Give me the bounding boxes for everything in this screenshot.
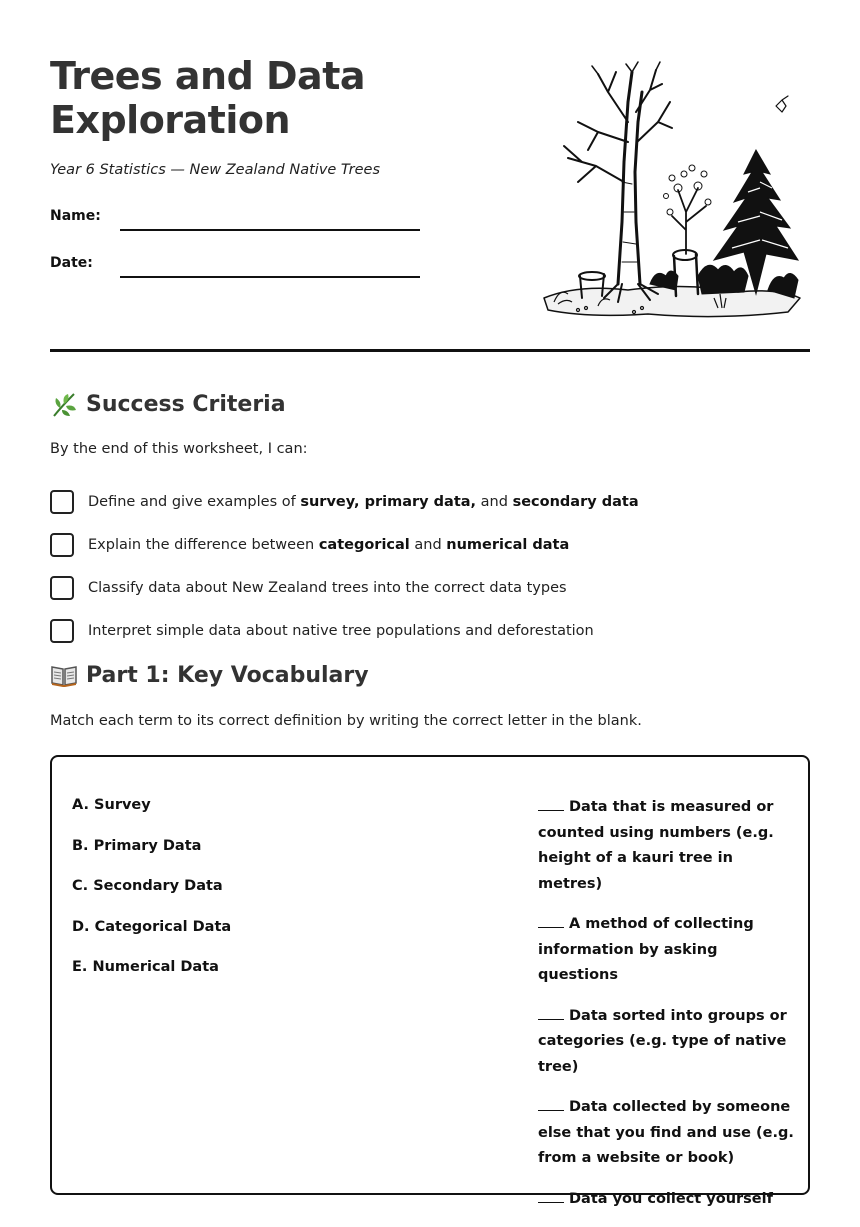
open-book-icon — [50, 661, 78, 689]
herb-icon — [50, 390, 78, 418]
term-item: B. Primary Data — [72, 837, 202, 854]
term-item: D. Categorical Data — [72, 918, 232, 935]
header-divider — [50, 349, 810, 352]
definition-item: Data sorted into groups or categories (e.g. type of native tree) — [538, 1007, 787, 1075]
success-criteria-intro: By the end of this worksheet, I can: — [50, 441, 308, 457]
definition-item: Data you collect yourself — [538, 1187, 796, 1213]
criterion-text: Explain the difference between categorical and numerical data — [88, 536, 570, 553]
trees-landscape-illustration — [538, 62, 810, 324]
criterion-text: Classify data about New Zealand trees into the correct data types — [88, 579, 567, 596]
terms-column — [72, 797, 231, 1000]
success-criteria-heading — [50, 390, 286, 418]
part1-instruction: Match each term to its correct definition by writing the correct letter in the blank. — [50, 713, 642, 729]
name-label: Name: — [50, 208, 101, 224]
success-criteria-title: Success Criteria — [86, 391, 286, 417]
definition-item: Data collected by someone else that you find and use (e.g. from a website or book) — [538, 1099, 794, 1166]
answer-blank[interactable] — [538, 1097, 564, 1111]
criterion-checkbox[interactable] — [50, 533, 74, 557]
definition-item: Data that is measured or counted using numbers (e.g. height of a kauri tree in metres) — [538, 799, 774, 892]
answer-blank[interactable] — [538, 1189, 564, 1203]
page-title — [50, 54, 490, 142]
criterion-checkbox[interactable] — [50, 490, 74, 514]
answer-blank[interactable] — [538, 797, 564, 811]
criterion-item — [50, 566, 810, 609]
term-item: C. Secondary Data — [72, 878, 223, 894]
criterion-item — [50, 480, 810, 523]
term-item: A. Survey — [72, 797, 151, 813]
criterion-item — [50, 609, 810, 652]
term-item: E. Numerical Data — [72, 959, 219, 975]
criterion-text: Define and give examples of survey, primary data, and secondary data — [88, 493, 639, 510]
definition-item: A method of collecting information by asking questions — [538, 916, 754, 983]
criterion-text: Interpret simple data about native tree populations and deforestation — [88, 622, 594, 639]
answer-blank[interactable] — [538, 1006, 564, 1020]
date-label: Date: — [50, 255, 93, 271]
part1-title: Part 1: Key Vocabulary — [86, 662, 369, 688]
vocabulary-matching-box — [50, 755, 810, 1207]
date-field[interactable] — [120, 276, 420, 278]
criterion-checkbox[interactable] — [50, 619, 74, 643]
title-line-2: Exploration — [50, 98, 291, 142]
definitions-column — [538, 795, 796, 1227]
name-field[interactable] — [120, 229, 420, 231]
criterion-item — [50, 523, 810, 566]
criterion-checkbox[interactable] — [50, 576, 74, 600]
answer-blank[interactable] — [538, 914, 564, 928]
part1-heading — [50, 661, 369, 689]
success-criteria-list — [50, 480, 810, 652]
title-line-1: Trees and Data — [50, 54, 365, 98]
page-subtitle: Year 6 Statistics — New Zealand Native Trees — [50, 162, 381, 178]
